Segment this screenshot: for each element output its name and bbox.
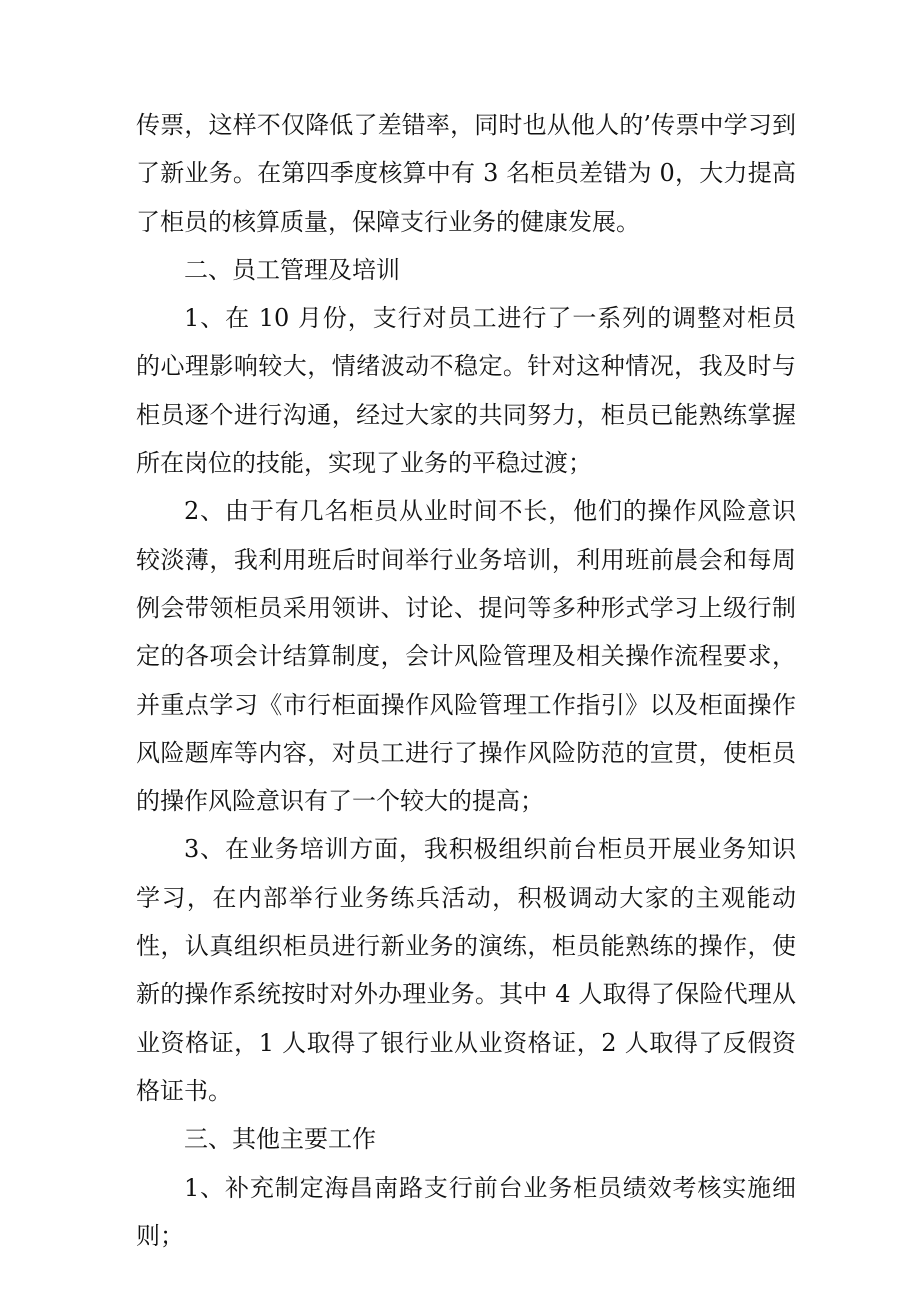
section-heading-staff-management: 二、员工管理及培训 bbox=[184, 255, 400, 284]
paragraph-item-2: 2、由于有几名柜员从业时间不长，他们的操作风险意识较淡薄，我利用班后时间举行业务培训，利用班前晨会和每周例会带领柜员采用领讲、讨论、提问等多种形式学习上级行制定的各项会计结算制度，会计风险管理及相关操作流程要求，并重点学习《市行柜面操作风险管理工作指引》以及柜面操作风险题库等内容，对员工进行了操作风险防范的宣贯，使柜员的操作风险意识有了一个较大的提高； bbox=[136, 497, 796, 816]
section-heading-other-work: 三、其他主要工作 bbox=[184, 1125, 376, 1154]
paragraph-other-item-1: 1、补充制定海昌南路支行前台业务柜员绩效考核实施细则； bbox=[136, 1173, 796, 1250]
paragraph-item-3: 3、在业务培训方面，我积极组织前台柜员开展业务知识学习，在内部举行业务练兵活动，积极调动大家的主观能动性，认真组织柜员进行新业务的演练，柜员能熟练的操作，使新的操作系统按时对外办理业务。其中 4 人取得了保险代理从业资格证，1 人取得了银行业从业资格证，2 人取得了反假资格证书。 bbox=[136, 835, 796, 1105]
document-body bbox=[136, 101, 796, 1260]
paragraph-continuation: 传票，这样不仅降低了差错率，同时也从他人的’传票中学习到了新业务。在第四季度核算中有 3 名柜员差错为 0，大力提高了柜员的核算质量，保障支行业务的健康发展。 bbox=[136, 111, 796, 236]
paragraph-item-1: 1、在 10 月份，支行对员工进行了一系列的调整对柜员的心理影响较大，情绪波动不稳定。针对这种情况，我及时与柜员逐个进行沟通，经过大家的共同努力，柜员已能熟练掌握所在岗位的技能，实现了业务的平稳过渡； bbox=[136, 304, 796, 478]
